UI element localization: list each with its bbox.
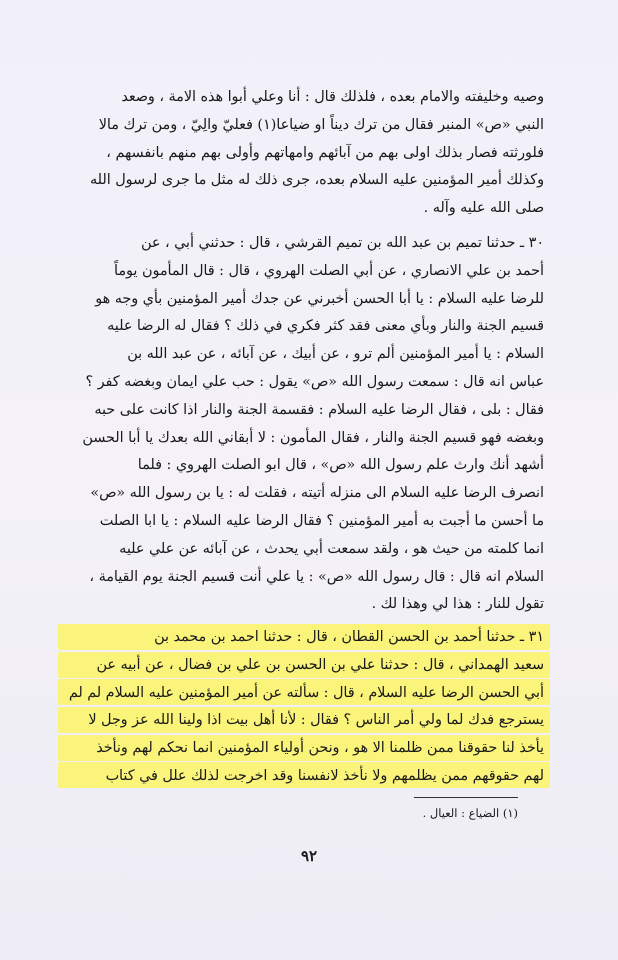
previous-hadith-ending bbox=[64, 84, 544, 223]
text-line: يسترجع فدك لما ولي أمر الناس ؟ فقال : لأنا أهل بيت اذا ولينا الله عز وجل لا bbox=[88, 712, 544, 729]
text-line: صلى الله عليه وآله . bbox=[423, 200, 544, 217]
footnote: (١) الضياع : العيال . bbox=[422, 806, 518, 820]
text-line: للرضا عليه السلام : يا أبا الحسن أخبرني عن جدك أمير المؤمنين بأي وجه هو bbox=[95, 290, 544, 307]
text-line: فلورثته فصار بذلك اولى بهم من آبائهم وامهاتهم وأولى بهم منهم بانفسهم ، bbox=[106, 144, 544, 161]
text-line: عباس انه قال : سمعت رسول الله «ص» يقول : حب علي ايمان وبغضه كفر ؟ bbox=[85, 373, 544, 390]
text-line: يأخذ لنا حقوقنا ممن ظلمنا الا هو ، ونحن أولياء المؤمنين انما نحكم لهم ونأخذ bbox=[96, 740, 544, 757]
text-line: ٣٠ ـ حدثنا تميم بن عبد الله بن تميم القرشي ، قال : حدثني أبي ، عن bbox=[140, 235, 544, 251]
text-line: وكذلك أمير المؤمنين عليه السلام بعده، جرى ذلك له مثل ما جرى لرسول الله bbox=[89, 172, 544, 189]
text-line: ٣١ ـ حدثنا أحمد بن الحسن القطان ، قال : حدثنا احمد بن محمد بن bbox=[154, 629, 544, 645]
text-line: السلام : يا أمير المؤمنين ألم ترو ، عن أبيك ، عن آبائه ، عن عبد الله بن bbox=[127, 346, 544, 363]
text-line: فقال : بلى ، فقال الرضا عليه السلام : فقسمة الجنة والنار اذا كانت على حبه bbox=[94, 401, 544, 418]
text-line: السلام انه قال : قال رسول الله «ص» : يا علي أنت قسيم الجنة يوم القيامة ، bbox=[89, 568, 544, 585]
hadith-31-highlighted bbox=[64, 624, 544, 791]
footnote-divider bbox=[414, 797, 518, 798]
text-line: سعيد الهمداني ، قال : حدثنا علي بن الحسن بن علي بن فضال ، عن أبيه عن bbox=[96, 656, 544, 673]
text-line: ما أحسن ما أجبت به أمير المؤمنين ؟ فقال الرضا عليه السلام : يا ابا الصلت bbox=[99, 512, 544, 529]
text-line: أشهد أنك وارث علم رسول الله «ص» ، قال ابو الصلت الهروي : فلما bbox=[137, 457, 544, 474]
text-line: لهم حقوقهم ممن يظلمهم ولا نأخذ لانفسنا وقد اخرجت لذلك علل في كتاب bbox=[105, 767, 544, 784]
text-line: وصيه وخليفته والامام بعده ، فلذلك قال : أنا وعلي أبوا هذه الامة ، وصعد bbox=[121, 89, 544, 105]
text-line: قسيم الجنة والنار وبأي معنى فقد كثر فكري في ذلك ؟ فقال له الرضا عليه bbox=[107, 318, 544, 335]
hadith-30 bbox=[64, 230, 544, 619]
page-number: ٩٢ bbox=[300, 847, 318, 865]
text-line: النبي «ص» المنبر فقال من ترك ديناً او ضياعا(١) فعليّ والِيّ ، ومن ترك مالا bbox=[98, 116, 544, 133]
text-line: تقول للنار : هذا لي وهذا لك . bbox=[371, 596, 544, 613]
text-line: انصرف الرضا عليه السلام الى منزله أتيته ، فقلت له : يا بن رسول الله «ص» bbox=[90, 485, 544, 502]
text-line: أبي الحسن الرضا عليه السلام ، قال : سألته عن أمير المؤمنين عليه السلام لم لم bbox=[68, 684, 544, 701]
text-line: انما كلمته من حيث هو ، ولقد سمعت أبي يحدث ، عن آبائه عن علي عليه bbox=[119, 540, 544, 557]
text-line: أحمد بن علي الانصاري ، عن أبي الصلت الهروي ، قال : قال المأمون يوماً bbox=[114, 262, 544, 279]
text-line: وبغضه فهو قسيم الجنة والنار ، فقال المأمون : لا أبقاني الله بعدك يا أبا الحسن bbox=[82, 429, 544, 446]
